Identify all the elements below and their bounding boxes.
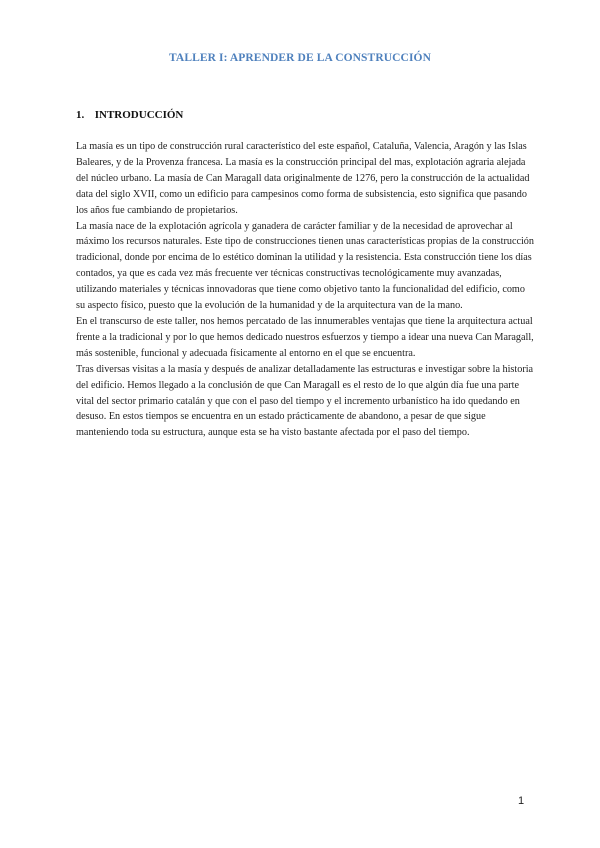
body-text	[76, 139, 536, 441]
page-number: 1	[518, 795, 525, 807]
paragraph: La masía nace de la explotación agrícola y ganadera de carácter familiar y de la necesidad de aprovechar al máximo los recursos naturales. Este tipo de construcciones tienen unas características propias de la construcción tradicional, donde por encima de lo estético dominan la utilidad y la resistencia. Esta construcción tiene los días contados, ya que es cada vez más frecuente ver técnicas constructivas tecnológicamente muy avanzadas, utilizando materiales y técnicas innovadoras que tiene como objetivo tanto la funcionalidad del edificio, como su aspecto físico, puesto que la evolución de la humanidad y de la arquitectura van de la mano.	[76, 220, 534, 312]
paragraph: La masía es un tipo de construcción rural característico del este español, Cataluña, Valencia, Aragón y las Islas Baleares, y de la Provenza francesa. La masía es la construcción principal del mas, explotación agraria alejada del núcleo urbano. La masía de Can Maragall data originalmente de 1276, pero la construcción de la actualidad data del siglo XVII, como un edificio para campesinos como forma de subsistencia, esto significa que pasando los años fue cambiando de propietarios.	[76, 141, 530, 216]
section-heading	[76, 109, 183, 121]
section-heading-text: INTRODUCCIÓN	[94, 109, 184, 121]
paragraph: En el transcurso de este taller, nos hemos percatado de las innumerables ventajas que tiene la arquitectura actual frente a la tradicional y por lo que hemos dedicado nuestros esfuerzos y tiempo a idear una nueva Can Maragall, más sostenible, funcional y adecuada físicamente al entorno en el que se encuentra.	[76, 315, 534, 359]
document-title: TALLER I: APRENDER DE LA CONSTRUCCIÓN	[169, 52, 431, 64]
paragraph: Tras diversas visitas a la masía y después de analizar detalladamente las estructuras e investigar sobre la historia del edificio. Hemos llegado a la conclusión de que Can Maragall es el resto de lo que algún día fue una parte vital del sector primario catalán y que con el paso del tiempo y el incremento urbanístico ha ido quedando en desuso. En estos tiempos se encuentra en un estado prácticamente de abandono, a pesar de que sigue manteniendo toda su estructura, aunque esta se ha visto bastante afectada por el paso del tiempo.	[76, 363, 534, 439]
section-number: 1.	[76, 109, 85, 121]
